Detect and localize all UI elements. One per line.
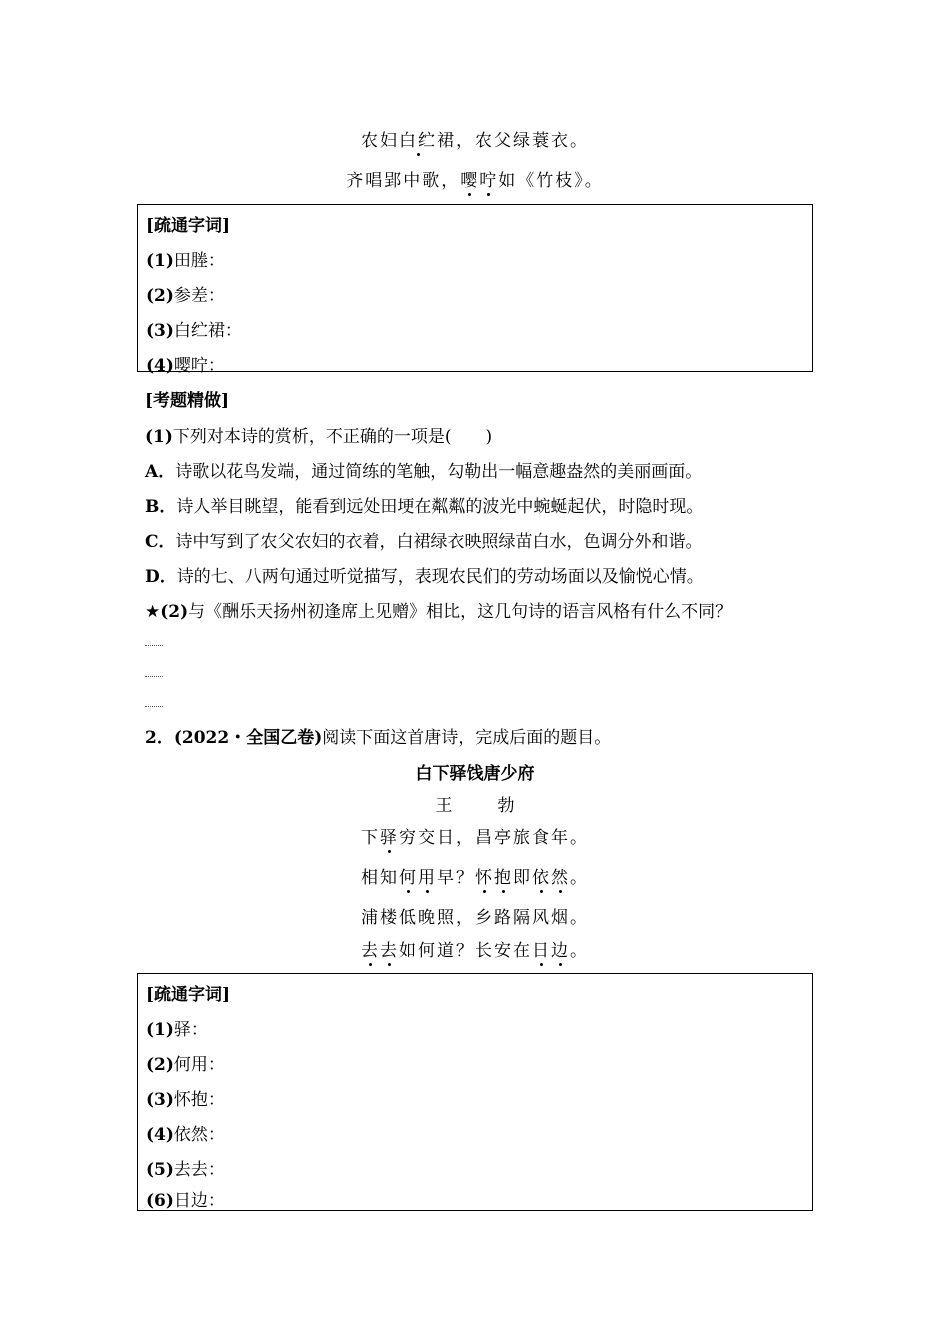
question-text: 阅读下面这首唐诗，完成后面的题目。	[322, 728, 612, 748]
vocab-item	[146, 1050, 225, 1075]
vocab-item-term: 日边：	[173, 1191, 225, 1211]
vocab-item	[146, 1186, 225, 1211]
vocab-item	[146, 281, 225, 306]
vocab-item-number: (2)	[146, 286, 174, 306]
vocab-item-number: (5)	[146, 1160, 174, 1180]
poem2-line3: 浦楼低晚照，乡路隔风烟。	[361, 908, 589, 928]
vocab-item-term: 依然：	[173, 1125, 225, 1145]
poem-text-dotted: 依	[532, 863, 551, 888]
poem-text: 即	[513, 868, 532, 888]
poem-text-dotted: 白纻	[399, 126, 437, 151]
vocab-item-term: 参差：	[173, 286, 225, 306]
poem-text-dotted: 边	[551, 936, 570, 961]
poem-text: 相知	[361, 868, 399, 888]
poem-title: 白下驿饯唐少府	[415, 764, 535, 784]
vocab-box-title: [疏通字词]	[146, 985, 231, 1005]
vocab-item-term: 驿：	[173, 1020, 208, 1040]
vocab-item	[146, 1085, 225, 1110]
poem-text-dotted: 抱	[494, 863, 513, 888]
option-text: 诗人举目眺望，能看到远处田埂在粼粼的波光中蜿蜒起伏，时隐时现。	[176, 497, 704, 517]
poem-author: 王 勃	[435, 796, 529, 816]
vocab-item-term: 怀抱：	[173, 1090, 225, 1110]
vocab-item-term: 何用：	[173, 1055, 225, 1075]
vocab-item-number: (6)	[146, 1191, 174, 1211]
vocab-item-number: (1)	[146, 251, 174, 271]
poem-text-dotted: 日	[532, 936, 551, 961]
vocab-box-2	[137, 973, 813, 1211]
poem-text: 。	[570, 868, 589, 888]
question-text: 与《酬乐天扬州初逢席上见赠》相比，这几句诗的语言风格有什么不同？	[188, 602, 733, 622]
exam-section-title: [考题精做]	[145, 391, 230, 411]
poem-text: 如何道？长安在	[399, 941, 532, 961]
vocab-item	[146, 316, 242, 341]
question-source: (2022・全国乙卷)	[173, 728, 323, 748]
poem2-line4	[0, 936, 950, 961]
poem-text: 下	[361, 828, 380, 848]
vocab-item-number: (2)	[146, 1055, 174, 1075]
option-letter: D．	[145, 567, 177, 587]
option-letter: A．	[145, 462, 176, 482]
vocab-box-title: [疏通字词]	[146, 216, 231, 236]
vocab-item	[146, 1155, 225, 1180]
poem-text: 如《竹枝》。	[498, 171, 604, 191]
poem-text-dotted: 嘤	[460, 166, 479, 191]
question-2-main	[145, 723, 611, 748]
option-a	[145, 457, 702, 482]
poem-text-dotted: 用	[418, 863, 437, 888]
answer-line[interactable]	[145, 706, 163, 707]
question-number: (1)	[145, 427, 173, 447]
poem1-line2	[0, 166, 950, 191]
poem-text: 穷交日，昌亭旅食年。	[399, 828, 589, 848]
question-text: 下列对本诗的赏析，不正确的一项是( )	[172, 427, 493, 447]
poem-text: 。	[570, 941, 589, 961]
answer-line[interactable]	[145, 676, 163, 677]
vocab-item-number: (3)	[146, 1090, 174, 1110]
vocab-item-number: (4)	[146, 356, 174, 376]
vocab-item	[146, 1015, 208, 1040]
vocab-item-term: 田塍：	[173, 251, 225, 271]
poem-text: 早？	[437, 868, 475, 888]
option-d	[145, 562, 704, 587]
vocab-box-1	[137, 204, 813, 376]
option-text: 诗歌以花鸟发端，通过简练的笔触，勾勒出一幅意趣盎然的美丽画面。	[175, 462, 703, 482]
vocab-item	[146, 246, 225, 271]
poem-text-dotted: 去	[380, 936, 399, 961]
option-letter: B．	[145, 497, 177, 517]
option-text: 诗的七、八两句通过听觉描写，表现农民们的劳动场面以及愉悦心情。	[176, 567, 704, 587]
vocab-item	[146, 351, 225, 376]
question-number: 2．	[145, 728, 174, 748]
option-letter: C．	[145, 532, 176, 552]
poem-text: ，农父绿蓑衣。	[456, 131, 589, 151]
poem-text-dotted: 何	[399, 863, 418, 888]
poem-text-dotted: 怀	[475, 863, 494, 888]
poem-text: 齐唱郢中歌，	[346, 171, 461, 191]
option-text: 诗中写到了农父农妇的衣着，白裙绿衣映照绿苗白水，色调分外和谐。	[175, 532, 703, 552]
question-1	[145, 422, 492, 447]
star-icon: ★	[145, 602, 161, 622]
option-b	[145, 492, 703, 517]
poem-text-dotted: 咛	[479, 166, 498, 191]
poem1-line1	[0, 126, 950, 151]
poem-text-dotted: 去	[361, 936, 380, 961]
poem-text-dotted: 然	[551, 863, 570, 888]
poem-text-dotted: 驿	[380, 823, 399, 848]
poem-text: 农妇	[361, 131, 399, 151]
vocab-item	[146, 1120, 225, 1145]
vocab-item-term: 嘤咛：	[173, 356, 225, 376]
option-c	[145, 527, 703, 552]
poem2-line2	[0, 863, 950, 888]
poem-text: 裙	[437, 131, 456, 151]
vocab-item-term: 去去：	[173, 1160, 225, 1180]
question-2	[145, 597, 732, 622]
vocab-item-number: (1)	[146, 1020, 174, 1040]
vocab-item-number: (4)	[146, 1125, 174, 1145]
vocab-item-number: (3)	[146, 321, 174, 341]
answer-line[interactable]	[145, 645, 163, 646]
question-number: (2)	[160, 602, 189, 622]
poem2-line1	[0, 823, 950, 848]
vocab-item-term: 白纻裙：	[173, 321, 242, 341]
